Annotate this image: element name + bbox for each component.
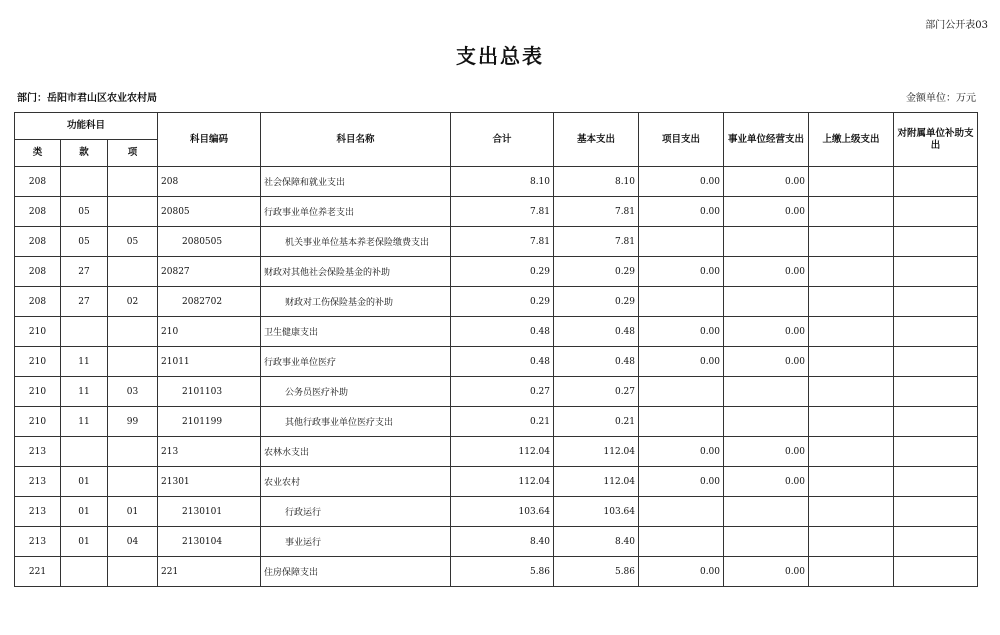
- cell-project: [639, 377, 724, 407]
- cell-subsidiary: [894, 467, 978, 497]
- cell-total: 0.21: [451, 407, 554, 437]
- cell-business: [724, 497, 809, 527]
- header-business: 事业单位经营支出: [724, 113, 809, 167]
- amount-unit-label: 金额单位：万元: [906, 93, 976, 104]
- table-row: [15, 467, 978, 497]
- cell-superior: [809, 167, 894, 197]
- table-row: [15, 227, 978, 257]
- table-row: [15, 527, 978, 557]
- cell-project: 0.00: [639, 197, 724, 227]
- header-function-subject: 功能科目: [15, 113, 158, 140]
- table-row: [15, 257, 978, 287]
- cell-kuan: 05: [61, 197, 108, 227]
- cell-subsidiary: [894, 527, 978, 557]
- cell-basic: 8.10: [554, 167, 639, 197]
- cell-business: 0.00: [724, 197, 809, 227]
- table-body: [15, 167, 978, 587]
- cell-kuan: 27: [61, 287, 108, 317]
- cell-project: 0.00: [639, 557, 724, 587]
- cell-xiang: 03: [108, 377, 158, 407]
- cell-kuan: [61, 317, 108, 347]
- cell-business: [724, 527, 809, 557]
- cell-subsidiary: [894, 197, 978, 227]
- cell-superior: [809, 407, 894, 437]
- cell-project: 0.00: [639, 347, 724, 377]
- cell-subsidiary: [894, 557, 978, 587]
- cell-total: 103.64: [451, 497, 554, 527]
- cell-name: 住房保障支出: [261, 557, 451, 587]
- cell-basic: 112.04: [554, 467, 639, 497]
- table-row: [15, 197, 978, 227]
- cell-code: 221: [158, 557, 261, 587]
- cell-superior: [809, 347, 894, 377]
- table-row: [15, 287, 978, 317]
- cell-subsidiary: [894, 287, 978, 317]
- table-row: [15, 317, 978, 347]
- cell-lei: 213: [15, 467, 61, 497]
- cell-superior: [809, 437, 894, 467]
- cell-basic: 0.29: [554, 287, 639, 317]
- cell-xiang: 99: [108, 407, 158, 437]
- cell-project: [639, 227, 724, 257]
- cell-xiang: [108, 167, 158, 197]
- cell-project: [639, 287, 724, 317]
- cell-name: 公务员医疗补助: [261, 377, 451, 407]
- cell-total: 0.29: [451, 257, 554, 287]
- cell-business: [724, 227, 809, 257]
- cell-kuan: 11: [61, 377, 108, 407]
- cell-superior: [809, 197, 894, 227]
- header-xiang: 项: [108, 140, 158, 167]
- cell-business: [724, 407, 809, 437]
- cell-project: 0.00: [639, 437, 724, 467]
- cell-lei: 210: [15, 317, 61, 347]
- cell-name: 财政对工伤保险基金的补助: [261, 287, 451, 317]
- cell-project: [639, 527, 724, 557]
- cell-total: 0.48: [451, 347, 554, 377]
- cell-kuan: 27: [61, 257, 108, 287]
- cell-total: 112.04: [451, 437, 554, 467]
- header-project: 项目支出: [639, 113, 724, 167]
- cell-xiang: [108, 437, 158, 467]
- cell-xiang: [108, 467, 158, 497]
- cell-total: 7.81: [451, 227, 554, 257]
- cell-xiang: [108, 347, 158, 377]
- header-lei: 类: [15, 140, 61, 167]
- cell-code: 2080505: [158, 227, 261, 257]
- header-code: 科目编码: [158, 113, 261, 167]
- cell-xiang: 01: [108, 497, 158, 527]
- cell-code: 2101199: [158, 407, 261, 437]
- cell-business: 0.00: [724, 317, 809, 347]
- cell-lei: 213: [15, 527, 61, 557]
- cell-subsidiary: [894, 227, 978, 257]
- header-superior: 上缴上级支出: [809, 113, 894, 167]
- cell-lei: 208: [15, 197, 61, 227]
- expenditure-table: [14, 112, 978, 587]
- cell-subsidiary: [894, 257, 978, 287]
- header-basic: 基本支出: [554, 113, 639, 167]
- table-row: [15, 377, 978, 407]
- cell-code: 21011: [158, 347, 261, 377]
- cell-code: 2101103: [158, 377, 261, 407]
- cell-code: 21301: [158, 467, 261, 497]
- cell-total: 112.04: [451, 467, 554, 497]
- cell-kuan: 01: [61, 527, 108, 557]
- cell-code: 2082702: [158, 287, 261, 317]
- table-row: [15, 347, 978, 377]
- cell-xiang: 02: [108, 287, 158, 317]
- department-label: 部门：岳阳市君山区农业农村局: [17, 93, 157, 104]
- cell-total: 0.27: [451, 377, 554, 407]
- cell-basic: 7.81: [554, 227, 639, 257]
- cell-total: 7.81: [451, 197, 554, 227]
- cell-basic: 0.48: [554, 347, 639, 377]
- cell-kuan: 11: [61, 407, 108, 437]
- cell-business: 0.00: [724, 437, 809, 467]
- cell-kuan: [61, 557, 108, 587]
- cell-basic: 103.64: [554, 497, 639, 527]
- cell-lei: 210: [15, 407, 61, 437]
- cell-superior: [809, 227, 894, 257]
- cell-xiang: [108, 257, 158, 287]
- cell-xiang: [108, 317, 158, 347]
- cell-superior: [809, 467, 894, 497]
- cell-code: 20827: [158, 257, 261, 287]
- header-kuan: 款: [61, 140, 108, 167]
- cell-name: 行政事业单位养老支出: [261, 197, 451, 227]
- cell-name: 机关事业单位基本养老保险缴费支出: [261, 227, 451, 257]
- cell-code: 2130104: [158, 527, 261, 557]
- cell-lei: 221: [15, 557, 61, 587]
- header-total: 合计: [451, 113, 554, 167]
- cell-subsidiary: [894, 317, 978, 347]
- cell-business: 0.00: [724, 347, 809, 377]
- cell-project: 0.00: [639, 467, 724, 497]
- cell-superior: [809, 377, 894, 407]
- cell-lei: 210: [15, 347, 61, 377]
- cell-kuan: 01: [61, 467, 108, 497]
- form-number: 部门公开表03: [925, 20, 988, 31]
- cell-business: [724, 287, 809, 317]
- cell-xiang: [108, 197, 158, 227]
- cell-name: 行政事业单位医疗: [261, 347, 451, 377]
- cell-basic: 8.40: [554, 527, 639, 557]
- cell-project: 0.00: [639, 167, 724, 197]
- cell-lei: 213: [15, 437, 61, 467]
- cell-superior: [809, 287, 894, 317]
- cell-lei: 208: [15, 167, 61, 197]
- cell-subsidiary: [894, 497, 978, 527]
- cell-project: 0.00: [639, 257, 724, 287]
- cell-subsidiary: [894, 437, 978, 467]
- header-name: 科目名称: [261, 113, 451, 167]
- cell-basic: 7.81: [554, 197, 639, 227]
- cell-lei: 210: [15, 377, 61, 407]
- table-row: [15, 407, 978, 437]
- cell-xiang: [108, 557, 158, 587]
- cell-basic: 0.48: [554, 317, 639, 347]
- cell-kuan: [61, 167, 108, 197]
- cell-lei: 213: [15, 497, 61, 527]
- table-row: [15, 497, 978, 527]
- cell-superior: [809, 257, 894, 287]
- cell-xiang: 05: [108, 227, 158, 257]
- cell-subsidiary: [894, 167, 978, 197]
- cell-basic: 0.27: [554, 377, 639, 407]
- cell-project: [639, 407, 724, 437]
- cell-basic: 5.86: [554, 557, 639, 587]
- cell-kuan: 11: [61, 347, 108, 377]
- cell-name: 农业农村: [261, 467, 451, 497]
- cell-subsidiary: [894, 407, 978, 437]
- cell-project: [639, 497, 724, 527]
- cell-name: 事业运行: [261, 527, 451, 557]
- cell-subsidiary: [894, 377, 978, 407]
- cell-kuan: 05: [61, 227, 108, 257]
- cell-xiang: 04: [108, 527, 158, 557]
- cell-name: 行政运行: [261, 497, 451, 527]
- cell-kuan: [61, 437, 108, 467]
- cell-lei: 208: [15, 257, 61, 287]
- table-row: [15, 557, 978, 587]
- cell-name: 社会保障和就业支出: [261, 167, 451, 197]
- cell-code: 20805: [158, 197, 261, 227]
- cell-code: 210: [158, 317, 261, 347]
- cell-basic: 112.04: [554, 437, 639, 467]
- cell-business: [724, 377, 809, 407]
- cell-code: 2130101: [158, 497, 261, 527]
- cell-name: 农林水支出: [261, 437, 451, 467]
- cell-total: 0.29: [451, 287, 554, 317]
- cell-total: 8.10: [451, 167, 554, 197]
- cell-basic: 0.21: [554, 407, 639, 437]
- cell-business: 0.00: [724, 257, 809, 287]
- cell-superior: [809, 527, 894, 557]
- page-title: 支出总表: [456, 44, 544, 68]
- table-row: [15, 167, 978, 197]
- cell-business: 0.00: [724, 557, 809, 587]
- cell-project: 0.00: [639, 317, 724, 347]
- cell-subsidiary: [894, 347, 978, 377]
- cell-basic: 0.29: [554, 257, 639, 287]
- cell-code: 208: [158, 167, 261, 197]
- header-subsidiary: 对附属单位补助支出: [894, 113, 978, 167]
- cell-lei: 208: [15, 287, 61, 317]
- cell-business: 0.00: [724, 167, 809, 197]
- cell-total: 8.40: [451, 527, 554, 557]
- cell-name: 其他行政事业单位医疗支出: [261, 407, 451, 437]
- table-row: [15, 437, 978, 467]
- cell-code: 213: [158, 437, 261, 467]
- cell-name: 财政对其他社会保险基金的补助: [261, 257, 451, 287]
- cell-superior: [809, 317, 894, 347]
- cell-name: 卫生健康支出: [261, 317, 451, 347]
- cell-superior: [809, 497, 894, 527]
- cell-kuan: 01: [61, 497, 108, 527]
- cell-superior: [809, 557, 894, 587]
- cell-total: 5.86: [451, 557, 554, 587]
- cell-total: 0.48: [451, 317, 554, 347]
- cell-lei: 208: [15, 227, 61, 257]
- table-header: [15, 113, 978, 167]
- cell-business: 0.00: [724, 467, 809, 497]
